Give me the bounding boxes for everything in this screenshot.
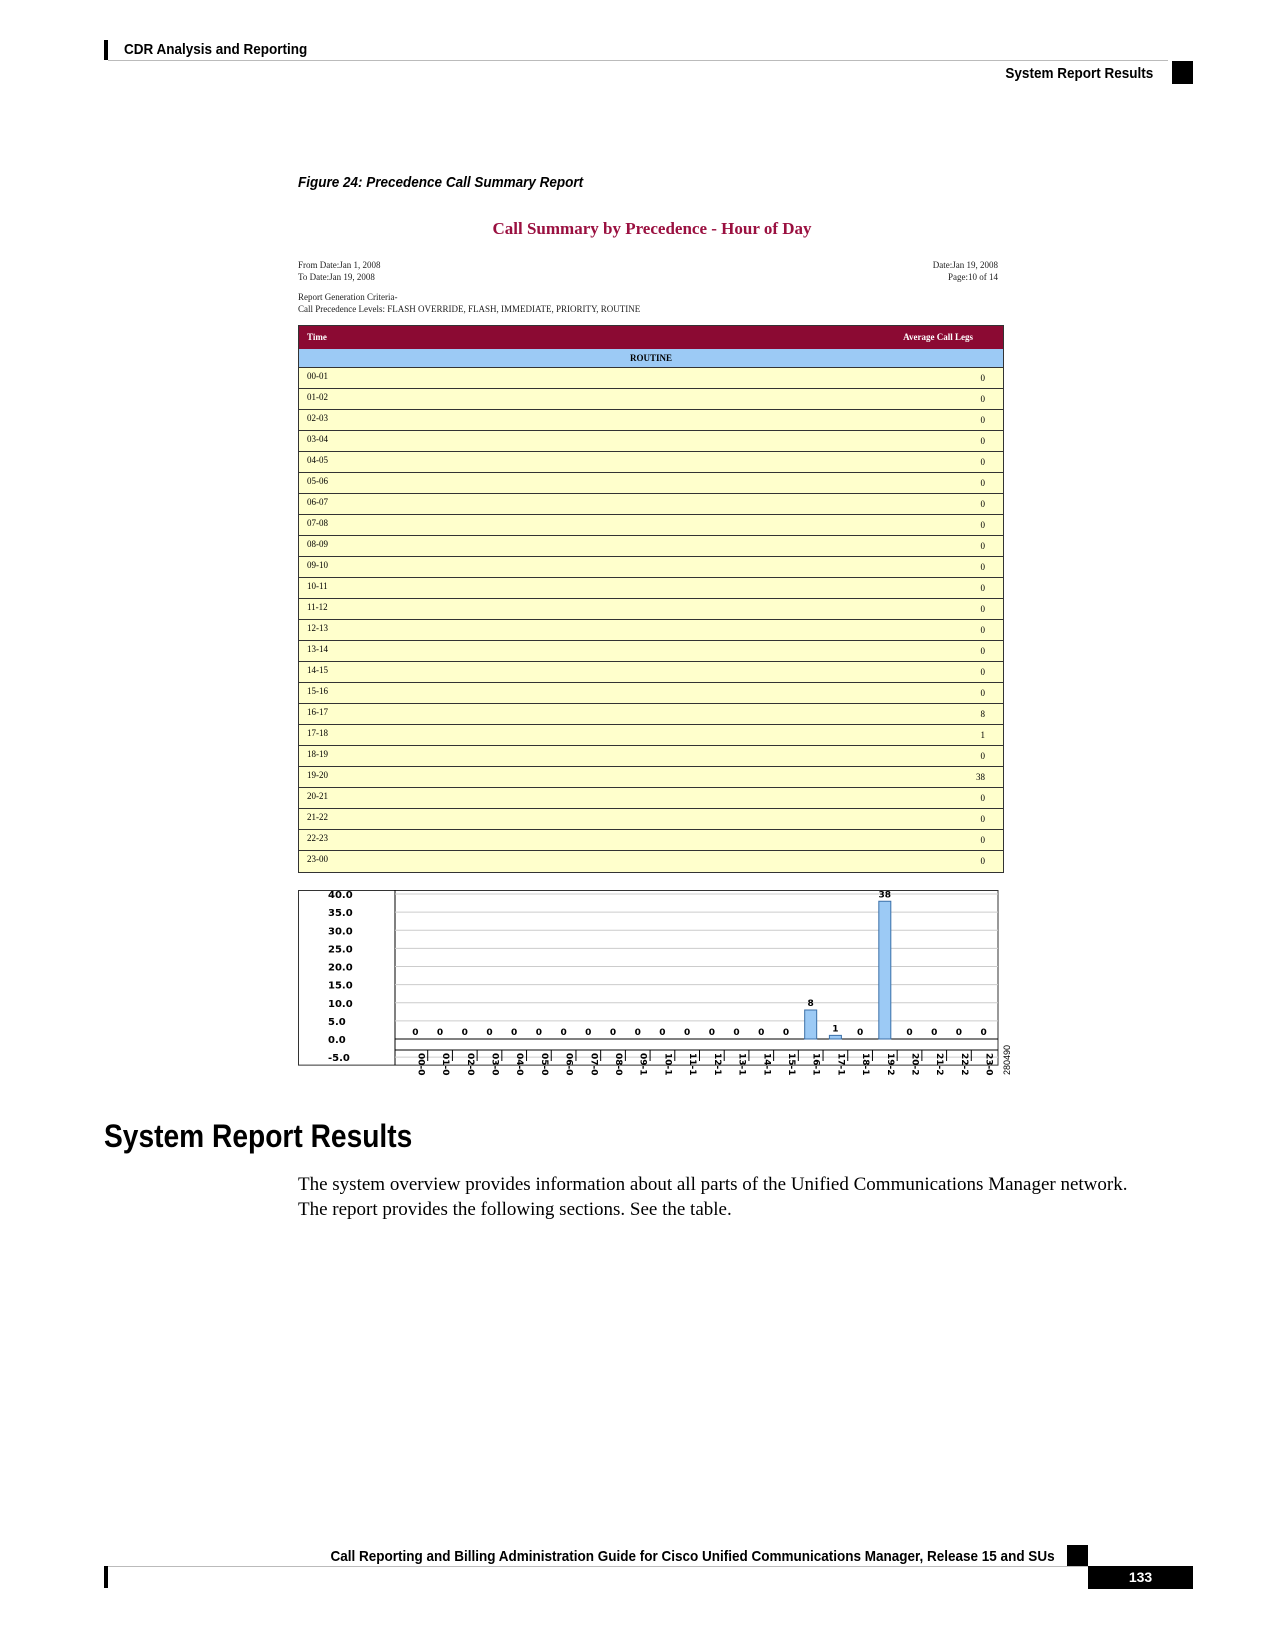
row-time: 11-12 [307, 602, 328, 612]
col-header-average: Average Call Legs [903, 332, 973, 342]
x-tick-label: 11-1 [687, 1053, 698, 1076]
row-time: 16-17 [307, 707, 328, 717]
col-header-time: Time [307, 332, 327, 342]
row-time: 23-00 [307, 854, 328, 864]
row-average: 0 [980, 541, 985, 551]
data-label: 0 [733, 1028, 740, 1038]
row-time: 22-23 [307, 833, 328, 843]
data-label: 0 [980, 1028, 987, 1038]
row-average: 0 [980, 625, 985, 635]
y-tick-label: 40.0 [328, 890, 353, 901]
row-average: 0 [980, 793, 985, 803]
x-tick-label: 06-0 [563, 1053, 574, 1076]
x-tick-label: 18-1 [860, 1053, 871, 1076]
x-tick-label: 09-1 [637, 1053, 648, 1076]
row-average: 0 [980, 394, 985, 404]
y-tick-label: -5.0 [328, 1053, 350, 1065]
row-time: 12-13 [307, 623, 328, 633]
data-label: 0 [412, 1028, 419, 1038]
row-average: 0 [980, 478, 985, 488]
footer-bar [104, 1566, 108, 1588]
row-time: 01-02 [307, 392, 328, 402]
to-date: To Date:Jan 19, 2008 [298, 272, 375, 282]
data-label: 0 [955, 1028, 963, 1038]
row-time: 13-14 [307, 644, 328, 654]
row-average: 0 [980, 835, 985, 845]
table-row [299, 641, 1003, 662]
criteria-levels: Call Precedence Levels: FLASH OVERRIDE, FLASH, IMMEDIATE, PRIORITY, ROUTINE [298, 304, 641, 314]
row-average: 0 [980, 436, 985, 446]
y-tick-label: 0.0 [328, 1035, 346, 1046]
x-tick-label: 13-1 [736, 1053, 747, 1076]
x-tick-label: 17-1 [835, 1053, 846, 1076]
row-average: 0 [980, 814, 985, 824]
row-average: 0 [980, 667, 985, 677]
row-time: 14-15 [307, 665, 328, 675]
data-label: 0 [931, 1028, 938, 1038]
row-time: 20-21 [307, 791, 328, 801]
row-average: 0 [980, 520, 985, 530]
row-time: 05-06 [307, 476, 328, 486]
y-tick-label: 5.0 [328, 1016, 346, 1028]
table-row [299, 431, 1003, 452]
table-row [299, 704, 1003, 725]
data-label: 0 [535, 1028, 543, 1038]
y-tick-label: 20.0 [328, 962, 353, 974]
y-tick-label: 15.0 [328, 980, 353, 992]
row-time: 15-16 [307, 686, 328, 696]
row-average: 0 [980, 604, 985, 614]
row-average: 0 [980, 415, 985, 425]
section-body [298, 1172, 1198, 1222]
row-time: 03-04 [307, 434, 328, 444]
x-tick-label: 19-2 [884, 1053, 895, 1076]
data-label: 0 [486, 1028, 493, 1038]
report-page-info [860, 259, 998, 283]
report-date: Date:Jan 19, 2008 [932, 260, 998, 270]
table-row [299, 368, 1003, 389]
table-row [299, 788, 1003, 809]
data-label: 0 [758, 1028, 765, 1038]
bar [879, 901, 891, 1039]
footer-rule [108, 1566, 1088, 1567]
y-tick-label: 25.0 [328, 944, 353, 956]
table-row [299, 620, 1003, 641]
row-time: 08-09 [307, 539, 328, 549]
x-tick-label: 03-0 [489, 1053, 500, 1076]
data-label: 0 [684, 1028, 691, 1038]
data-label: 0 [609, 1028, 617, 1038]
x-tick-label: 15-1 [785, 1053, 796, 1076]
table-row [299, 851, 1003, 872]
table-row [299, 725, 1003, 746]
data-label: 0 [436, 1028, 444, 1038]
data-label: 0 [511, 1028, 518, 1038]
x-tick-label: 04-0 [514, 1053, 525, 1076]
table-row [299, 494, 1003, 515]
data-label: 0 [906, 1028, 913, 1038]
row-time: 06-07 [307, 497, 328, 507]
row-average: 0 [980, 499, 985, 509]
header-rule [108, 60, 1168, 61]
table-row [299, 683, 1003, 704]
x-tick-label: 02-0 [464, 1053, 475, 1076]
data-label: 0 [585, 1028, 592, 1038]
row-time: 10-11 [307, 581, 328, 591]
data-label: 8 [807, 999, 814, 1009]
body-line-2: The report provides the following sections. See the table. [298, 1199, 732, 1220]
table-row [299, 830, 1003, 851]
data-label: 0 [461, 1028, 468, 1038]
header-bar [104, 40, 108, 60]
bar-chart [298, 890, 1018, 1080]
x-tick-label: 01-0 [440, 1053, 451, 1076]
table-row [299, 536, 1003, 557]
x-tick-label: 00-0 [415, 1053, 426, 1076]
row-time: 18-19 [307, 749, 328, 759]
table-row [299, 557, 1003, 578]
row-average: 0 [980, 856, 985, 866]
table-row [299, 746, 1003, 767]
y-tick-label: 10.0 [328, 998, 353, 1010]
from-date: From Date:Jan 1, 2008 [298, 260, 381, 270]
row-average: 8 [980, 709, 985, 719]
row-time: 07-08 [307, 518, 328, 528]
row-average: 1 [980, 730, 985, 740]
table-row [299, 578, 1003, 599]
table-header [299, 326, 1003, 349]
summary-table [298, 325, 1004, 873]
table-row [299, 599, 1003, 620]
row-time: 21-22 [307, 812, 328, 822]
chart-svg [298, 890, 1018, 1080]
row-time: 02-03 [307, 413, 328, 423]
group-row-routine: ROUTINE [299, 349, 1003, 368]
header-marker [1172, 61, 1193, 84]
report-title: Call Summary by Precedence - Hour of Day [492, 219, 812, 238]
report-dates [298, 259, 381, 283]
row-time: 00-01 [307, 371, 328, 381]
x-tick-label: 14-1 [761, 1053, 772, 1076]
x-tick-label: 12-1 [711, 1053, 722, 1076]
data-label: 38 [878, 890, 892, 901]
bar [829, 1035, 841, 1039]
row-time: 17-18 [307, 728, 328, 738]
y-tick-label: 30.0 [328, 926, 353, 938]
criteria-label: Report Generation Criteria- [298, 292, 398, 302]
x-tick-label: 20-2 [909, 1053, 920, 1076]
figure-id: 280490 [1002, 1044, 1012, 1075]
row-average: 0 [980, 457, 985, 467]
row-average: 0 [980, 562, 985, 572]
data-label: 0 [856, 1028, 864, 1038]
header-chapter-title: CDR Analysis and Reporting [124, 41, 308, 58]
table-body [299, 368, 1003, 872]
table-row [299, 515, 1003, 536]
y-tick-label: 35.0 [328, 908, 353, 920]
row-average: 0 [980, 751, 985, 761]
table-row [299, 767, 1003, 788]
row-average: 38 [976, 772, 985, 782]
footer-marker [1067, 1545, 1088, 1567]
bar [805, 1010, 817, 1039]
x-tick-label: 23-0 [983, 1053, 994, 1076]
x-tick-label: 21-2 [934, 1053, 945, 1076]
report-criteria [298, 291, 640, 315]
table-row [299, 473, 1003, 494]
row-time: 19-20 [307, 770, 328, 780]
header-section-title: System Report Results [1005, 65, 1153, 82]
data-label: 1 [832, 1024, 839, 1035]
row-time: 04-05 [307, 455, 328, 465]
footer-guide-title: Call Reporting and Billing Administration Guide for Cisco Unified Communications Manager, Release 15 and SUs [330, 1548, 1055, 1565]
row-time: 09-10 [307, 560, 328, 570]
table-row [299, 410, 1003, 431]
data-label: 0 [634, 1028, 641, 1038]
table-row [299, 389, 1003, 410]
data-label: 0 [659, 1028, 666, 1038]
table-row [299, 809, 1003, 830]
section-title: System Report Results [104, 1118, 413, 1154]
row-average: 0 [980, 646, 985, 656]
data-label: 0 [782, 1028, 790, 1038]
x-tick-label: 08-0 [613, 1053, 624, 1076]
page-number: 133 [1088, 1566, 1193, 1589]
row-average: 0 [980, 688, 985, 698]
x-tick-label: 16-1 [810, 1053, 821, 1076]
x-tick-label: 05-0 [538, 1053, 549, 1076]
report-page: Page:10 of 14 [948, 272, 998, 282]
row-average: 0 [980, 373, 985, 383]
table-row [299, 662, 1003, 683]
body-line-1: The system overview provides information about all parts of the Unified Communications Manager network. [298, 1174, 1128, 1195]
row-average: 0 [980, 583, 985, 593]
x-tick-label: 10-1 [662, 1053, 673, 1076]
x-tick-label: 07-0 [588, 1053, 599, 1076]
table-row [299, 452, 1003, 473]
data-label: 0 [560, 1028, 567, 1038]
x-tick-label: 22-2 [958, 1053, 969, 1076]
figure-caption: Figure 24: Precedence Call Summary Report [298, 174, 584, 191]
data-label: 0 [708, 1028, 715, 1038]
